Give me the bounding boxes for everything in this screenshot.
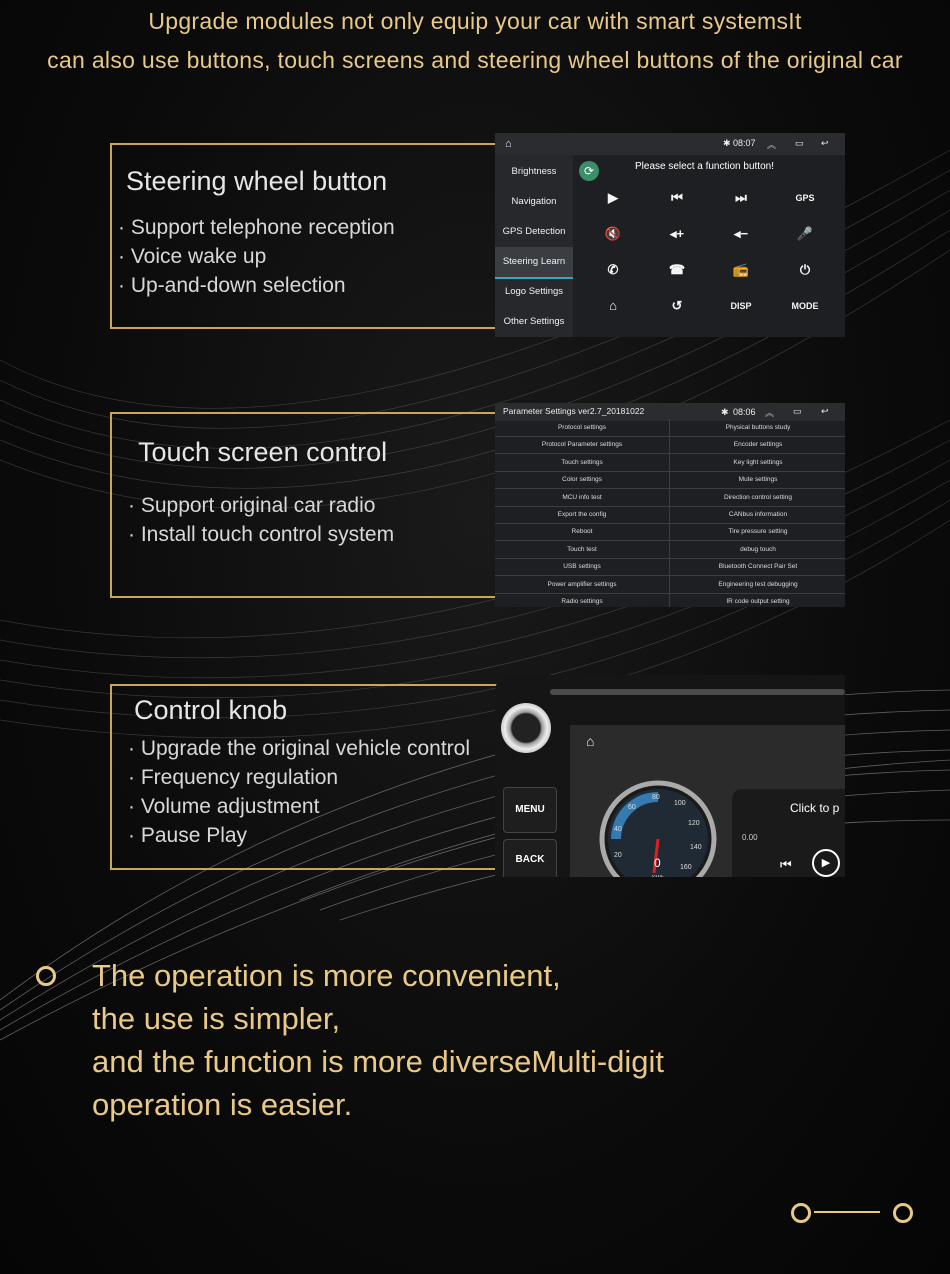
menu-hard-button[interactable]: MENU xyxy=(503,787,557,833)
menu-item-other-settings[interactable]: Other Settings xyxy=(503,316,565,327)
previous-track-icon[interactable]: ⏮ xyxy=(671,190,683,205)
hang-up-icon[interactable]: ☎ xyxy=(668,262,686,277)
home-button-icon[interactable]: ⌂ xyxy=(609,298,617,313)
home-icon[interactable]: ⌂ xyxy=(586,733,595,749)
summary-line-2: the use is simpler, xyxy=(92,1001,341,1036)
summary-line-3: and the function is more diverseMulti-digit xyxy=(92,1044,665,1079)
table-row xyxy=(495,419,845,437)
settings-menu xyxy=(495,155,573,337)
setting-item-right[interactable]: Key light settings xyxy=(733,458,783,466)
menu-item-gps-detection[interactable]: GPS Detection xyxy=(502,226,566,237)
setting-item-right[interactable]: Bluetooth Connect Pair Set xyxy=(718,563,798,571)
home-icon[interactable]: ⌂ xyxy=(505,138,512,150)
back-icon[interactable]: ↩ xyxy=(821,138,829,148)
speed-gauge xyxy=(596,777,726,877)
screenshot-head-unit xyxy=(495,675,845,877)
setting-item-left[interactable]: Power amplifier settings xyxy=(547,580,617,588)
setting-item-right[interactable]: Tire pressure setting xyxy=(728,528,788,536)
previous-icon[interactable]: ⏮ xyxy=(780,857,792,872)
function-button-grid xyxy=(585,185,845,333)
control-knob[interactable] xyxy=(501,703,551,753)
setting-item-left[interactable]: Touch settings xyxy=(561,458,603,466)
feature-bullet: · Upgrade the original vehicle control xyxy=(128,737,471,760)
play-icon[interactable]: ▶ xyxy=(608,190,618,205)
table-row xyxy=(495,436,845,454)
feature-title-steering: Steering wheel button xyxy=(126,166,388,196)
table-row xyxy=(495,558,845,576)
media-panel xyxy=(732,789,845,877)
setting-item-right[interactable]: Mute settings xyxy=(738,476,778,484)
setting-item-left[interactable]: MCU info test xyxy=(562,493,602,501)
menu-item-brightness[interactable]: Brightness xyxy=(511,166,557,177)
svg-text:120: 120 xyxy=(688,820,700,827)
head-unit-display xyxy=(570,725,845,877)
refresh-icon[interactable]: ⟳ xyxy=(579,161,599,181)
power-icon[interactable]: ⏻ xyxy=(799,262,811,277)
screenshot-parameter-settings xyxy=(495,403,845,607)
setting-item-left[interactable]: Radio settings xyxy=(561,598,603,605)
window-icon[interactable]: ▭ xyxy=(793,406,802,416)
setting-item-right[interactable]: Physical buttons study xyxy=(725,424,791,431)
svg-text:0: 0 xyxy=(654,856,661,870)
mode-button[interactable]: MODE xyxy=(791,301,819,311)
setting-item-left[interactable]: Touch test xyxy=(567,545,597,553)
volume-down-icon[interactable]: ◂− xyxy=(733,226,749,241)
setting-item-right[interactable]: Direction control setting xyxy=(724,493,792,501)
menu-item-logo-settings[interactable]: Logo Settings xyxy=(504,286,564,297)
table-row xyxy=(495,489,845,507)
disp-button[interactable]: DISP xyxy=(730,301,752,311)
function-prompt: Please select a function button! xyxy=(635,161,774,172)
menu-item-navigation[interactable]: Navigation xyxy=(511,196,557,207)
feature-bullet: · Up-and-down selection xyxy=(118,274,346,297)
table-row xyxy=(495,454,845,472)
table-row xyxy=(495,523,845,541)
setting-item-left[interactable]: Protocol settings xyxy=(557,424,607,431)
gps-button[interactable]: GPS xyxy=(795,193,815,203)
footer-ring-right-icon xyxy=(893,1203,913,1223)
feature-title-knob: Control knob xyxy=(134,695,288,725)
window-icon[interactable]: ▭ xyxy=(795,138,804,148)
summary-line-1: The operation is more convenient, xyxy=(92,958,561,993)
table-row xyxy=(495,593,845,607)
microphone-icon[interactable]: 🎤 xyxy=(796,226,814,241)
footer-line xyxy=(814,1211,880,1213)
svg-text:60: 60 xyxy=(628,804,636,811)
svg-text:160: 160 xyxy=(680,864,692,871)
play-icon[interactable]: ▶ xyxy=(812,849,840,877)
feature-bullet: · Install touch control system xyxy=(128,523,395,546)
feature-bullet: · Voice wake up xyxy=(118,245,267,268)
cd-slot xyxy=(550,689,845,695)
header-line-2: can also use buttons, touch screens and steering wheel buttons of the original car xyxy=(47,47,903,73)
mute-icon[interactable]: 🔇 xyxy=(604,226,622,241)
summary-line-4: operation is easier. xyxy=(92,1087,353,1122)
table-row xyxy=(495,506,845,524)
chevron-up-icon[interactable]: ︽ xyxy=(767,140,777,150)
setting-item-right[interactable]: debug touch xyxy=(740,545,776,553)
back-hard-button[interactable]: BACK xyxy=(503,839,557,877)
svg-text:40: 40 xyxy=(614,826,622,833)
bluetooth-icon: ✱ xyxy=(721,407,729,417)
status-time: 08:07 xyxy=(733,138,756,148)
status-bar xyxy=(495,133,845,155)
radio-icon[interactable]: 📻 xyxy=(732,262,750,277)
bullet-ring-icon xyxy=(36,966,56,986)
setting-item-right[interactable]: Engineering test debugging xyxy=(718,580,798,588)
status-time: 08:06 xyxy=(733,407,756,417)
settings-table xyxy=(495,419,845,607)
table-row xyxy=(495,576,845,594)
footer-ring-left-icon xyxy=(791,1203,811,1223)
svg-text:20: 20 xyxy=(614,852,622,859)
header-line-1: Upgrade modules not only equip your car with smart systemsIt xyxy=(148,8,802,34)
setting-item-left[interactable]: Reboot xyxy=(571,528,593,536)
feature-bullet: · Support telephone reception xyxy=(118,216,395,239)
table-divider xyxy=(669,419,670,607)
phone-icon[interactable]: ✆ xyxy=(607,262,619,277)
setting-item-right[interactable]: IR code output setting xyxy=(726,598,790,605)
click-to-play-text: Click to p xyxy=(790,801,840,815)
feature-bullet: · Volume adjustment xyxy=(128,795,320,818)
setting-item-left[interactable]: USB settings xyxy=(563,563,601,571)
setting-item-right[interactable]: CANbus information xyxy=(728,511,788,518)
setting-item-left[interactable]: Protocol Parameter settings xyxy=(541,441,623,449)
setting-item-right[interactable]: Encoder settings xyxy=(733,441,783,449)
back-icon[interactable]: ↩ xyxy=(821,406,829,416)
return-icon[interactable]: ↺ xyxy=(671,298,683,313)
playback-time: 0.00 xyxy=(742,833,758,842)
svg-text:140: 140 xyxy=(690,844,702,851)
bluetooth-icon: ✱ xyxy=(723,138,731,148)
chevron-up-icon[interactable]: ︽ xyxy=(765,408,775,418)
setting-item-left[interactable]: Export the config xyxy=(557,511,607,518)
settings-title: Parameter Settings ver2.7_20181022 xyxy=(503,406,645,416)
feature-bullet: · Pause Play xyxy=(128,824,248,847)
volume-up-icon[interactable]: ◂+ xyxy=(669,226,685,241)
feature-title-touch: Touch screen control xyxy=(138,437,388,467)
setting-item-left[interactable]: Color settings xyxy=(562,476,602,484)
svg-text:KM/h xyxy=(652,875,664,877)
screenshot-steering-learn xyxy=(495,133,845,337)
feature-bullet: · Support original car radio xyxy=(128,494,376,517)
svg-text:100: 100 xyxy=(674,800,686,807)
table-row xyxy=(495,471,845,489)
svg-text:80: 80 xyxy=(652,794,660,801)
menu-item-steering-learn[interactable]: Steering Learn xyxy=(495,247,573,279)
table-row xyxy=(495,541,845,559)
feature-bullet: · Frequency regulation xyxy=(128,766,339,789)
next-track-icon[interactable]: ⏭ xyxy=(735,190,747,205)
